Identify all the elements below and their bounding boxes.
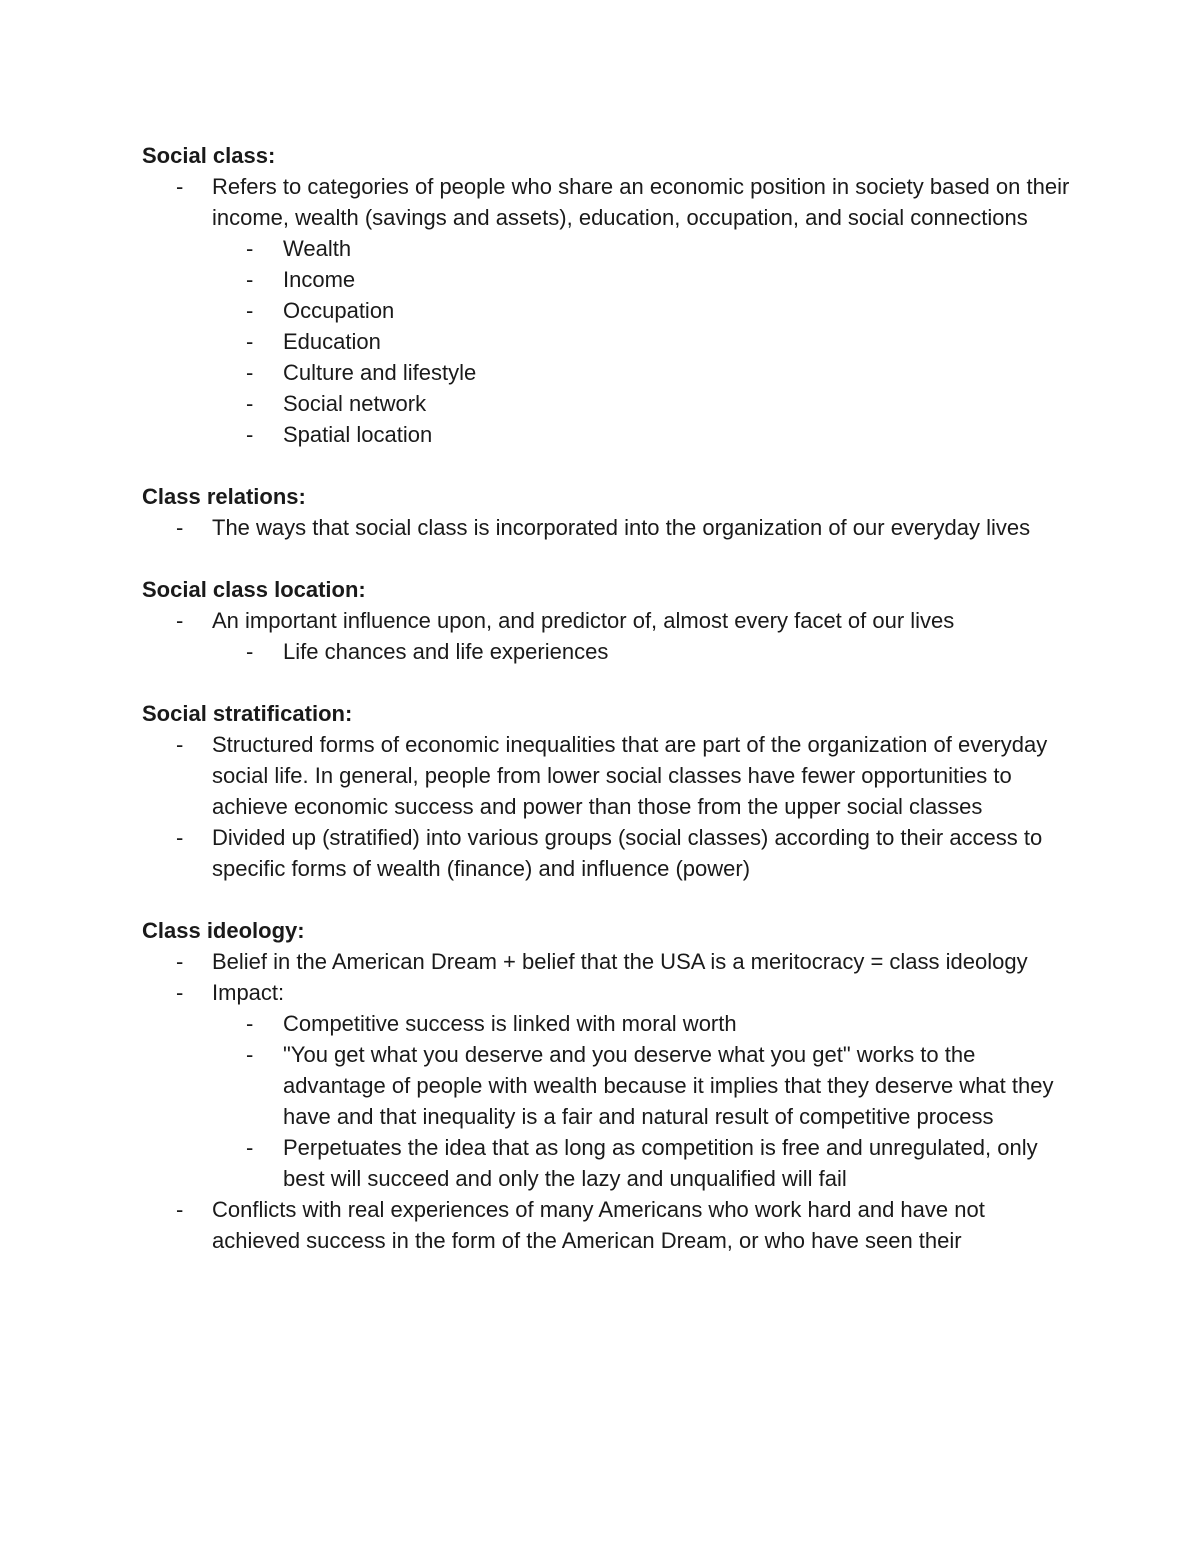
dash-marker: - <box>176 949 184 974</box>
list-item <box>142 729 1072 822</box>
bullet-list <box>142 729 1072 884</box>
dash-marker: - <box>246 422 254 447</box>
list-item-text: Impact: <box>212 980 285 1005</box>
sub-list-item-text: Perpetuates the idea that as long as competition is free and unregulated, only best will succeed and only the lazy and unqualified will fail <box>283 1135 1038 1191</box>
sub-list-item-text: Occupation <box>283 298 395 323</box>
list-item <box>142 171 1072 450</box>
dash-marker: - <box>246 391 254 416</box>
list-item-text: Structured forms of economic inequalities that are part of the organization of everyday social life. In general, people from lower social classes have fewer opportunities to achieve economic success and power than those from the upper social classes <box>212 732 1048 819</box>
dash-marker: - <box>246 1042 254 1067</box>
section-heading: Social stratification: <box>142 701 353 726</box>
sub-list-item-text: Education <box>283 329 381 354</box>
sub-list-item <box>212 264 1072 295</box>
list-item <box>142 946 1072 977</box>
dash-marker: - <box>176 825 184 850</box>
dash-marker: - <box>246 329 254 354</box>
list-item-text: Refers to categories of people who share an economic position in society based on their income, wealth (savings and assets), education, occupation, and social connections <box>212 174 1070 230</box>
dash-marker: - <box>176 608 184 633</box>
sub-list-item-text: Spatial location <box>283 422 433 447</box>
list-item-text: Belief in the American Dream + belief that the USA is a meritocracy = class ideology <box>212 949 1028 974</box>
dash-marker: - <box>246 298 254 323</box>
dash-marker: - <box>246 1135 254 1160</box>
list-item-text: Conflicts with real experiences of many Americans who work hard and have not achieved success in the form of the American Dream, or who have seen their <box>212 1197 985 1253</box>
sub-bullet-list <box>212 233 1072 450</box>
bullet-list <box>142 171 1072 450</box>
dash-marker: - <box>246 639 254 664</box>
bullet-list <box>142 946 1072 1256</box>
sub-list-item <box>212 1039 1072 1132</box>
section-class-ideology <box>142 915 1072 1256</box>
sub-list-item-text: Culture and lifestyle <box>283 360 477 385</box>
sub-list-item-text: Social network <box>283 391 427 416</box>
dash-marker: - <box>176 1197 184 1222</box>
list-item-text: Divided up (stratified) into various groups (social classes) according to their access to specific forms of wealth (finance) and influence (power) <box>212 825 1043 881</box>
dash-marker: - <box>246 267 254 292</box>
section-class-relations <box>142 481 1072 543</box>
sub-list-item-text: Life chances and life experiences <box>283 639 609 664</box>
section-social-class-location <box>142 574 1072 667</box>
bullet-list <box>142 512 1072 543</box>
sub-bullet-list <box>212 1008 1072 1194</box>
bullet-list <box>142 605 1072 667</box>
dash-marker: - <box>246 360 254 385</box>
section-heading: Class ideology: <box>142 918 305 943</box>
document-body <box>142 140 1072 1287</box>
list-item-text: An important influence upon, and predictor of, almost every facet of our lives <box>212 608 955 633</box>
dash-marker: - <box>246 1011 254 1036</box>
dash-marker: - <box>176 980 184 1005</box>
list-item <box>142 822 1072 884</box>
sub-list-item <box>212 1008 1072 1039</box>
sub-list-item <box>212 326 1072 357</box>
sub-list-item-text: Competitive success is linked with moral worth <box>283 1011 737 1036</box>
dash-marker: - <box>176 732 184 757</box>
sub-list-item <box>212 233 1072 264</box>
sub-list-item-text: Income <box>283 267 356 292</box>
sub-bullet-list <box>212 636 1072 667</box>
section-heading: Social class location: <box>142 577 366 602</box>
sub-list-item <box>212 357 1072 388</box>
section-social-class <box>142 140 1072 450</box>
dash-marker: - <box>176 515 184 540</box>
sub-list-item <box>212 1132 1072 1194</box>
section-heading: Social class: <box>142 143 276 168</box>
sub-list-item <box>212 295 1072 326</box>
dash-marker: - <box>176 174 184 199</box>
section-social-stratification <box>142 698 1072 884</box>
list-item <box>142 512 1072 543</box>
sub-list-item <box>212 636 1072 667</box>
dash-marker: - <box>246 236 254 261</box>
list-item <box>142 1194 1072 1256</box>
section-heading: Class relations: <box>142 484 306 509</box>
sub-list-item <box>212 419 1072 450</box>
sub-list-item-text: Wealth <box>283 236 352 261</box>
list-item-text: The ways that social class is incorporated into the organization of our everyday lives <box>212 515 1031 540</box>
list-item <box>142 605 1072 667</box>
list-item <box>142 977 1072 1194</box>
sub-list-item <box>212 388 1072 419</box>
sub-list-item-text: "You get what you deserve and you deserve what you get" works to the advantage of people with wealth because it implies that they deserve what they have and that inequality is a fair and natural result of competitive process <box>283 1042 1054 1129</box>
